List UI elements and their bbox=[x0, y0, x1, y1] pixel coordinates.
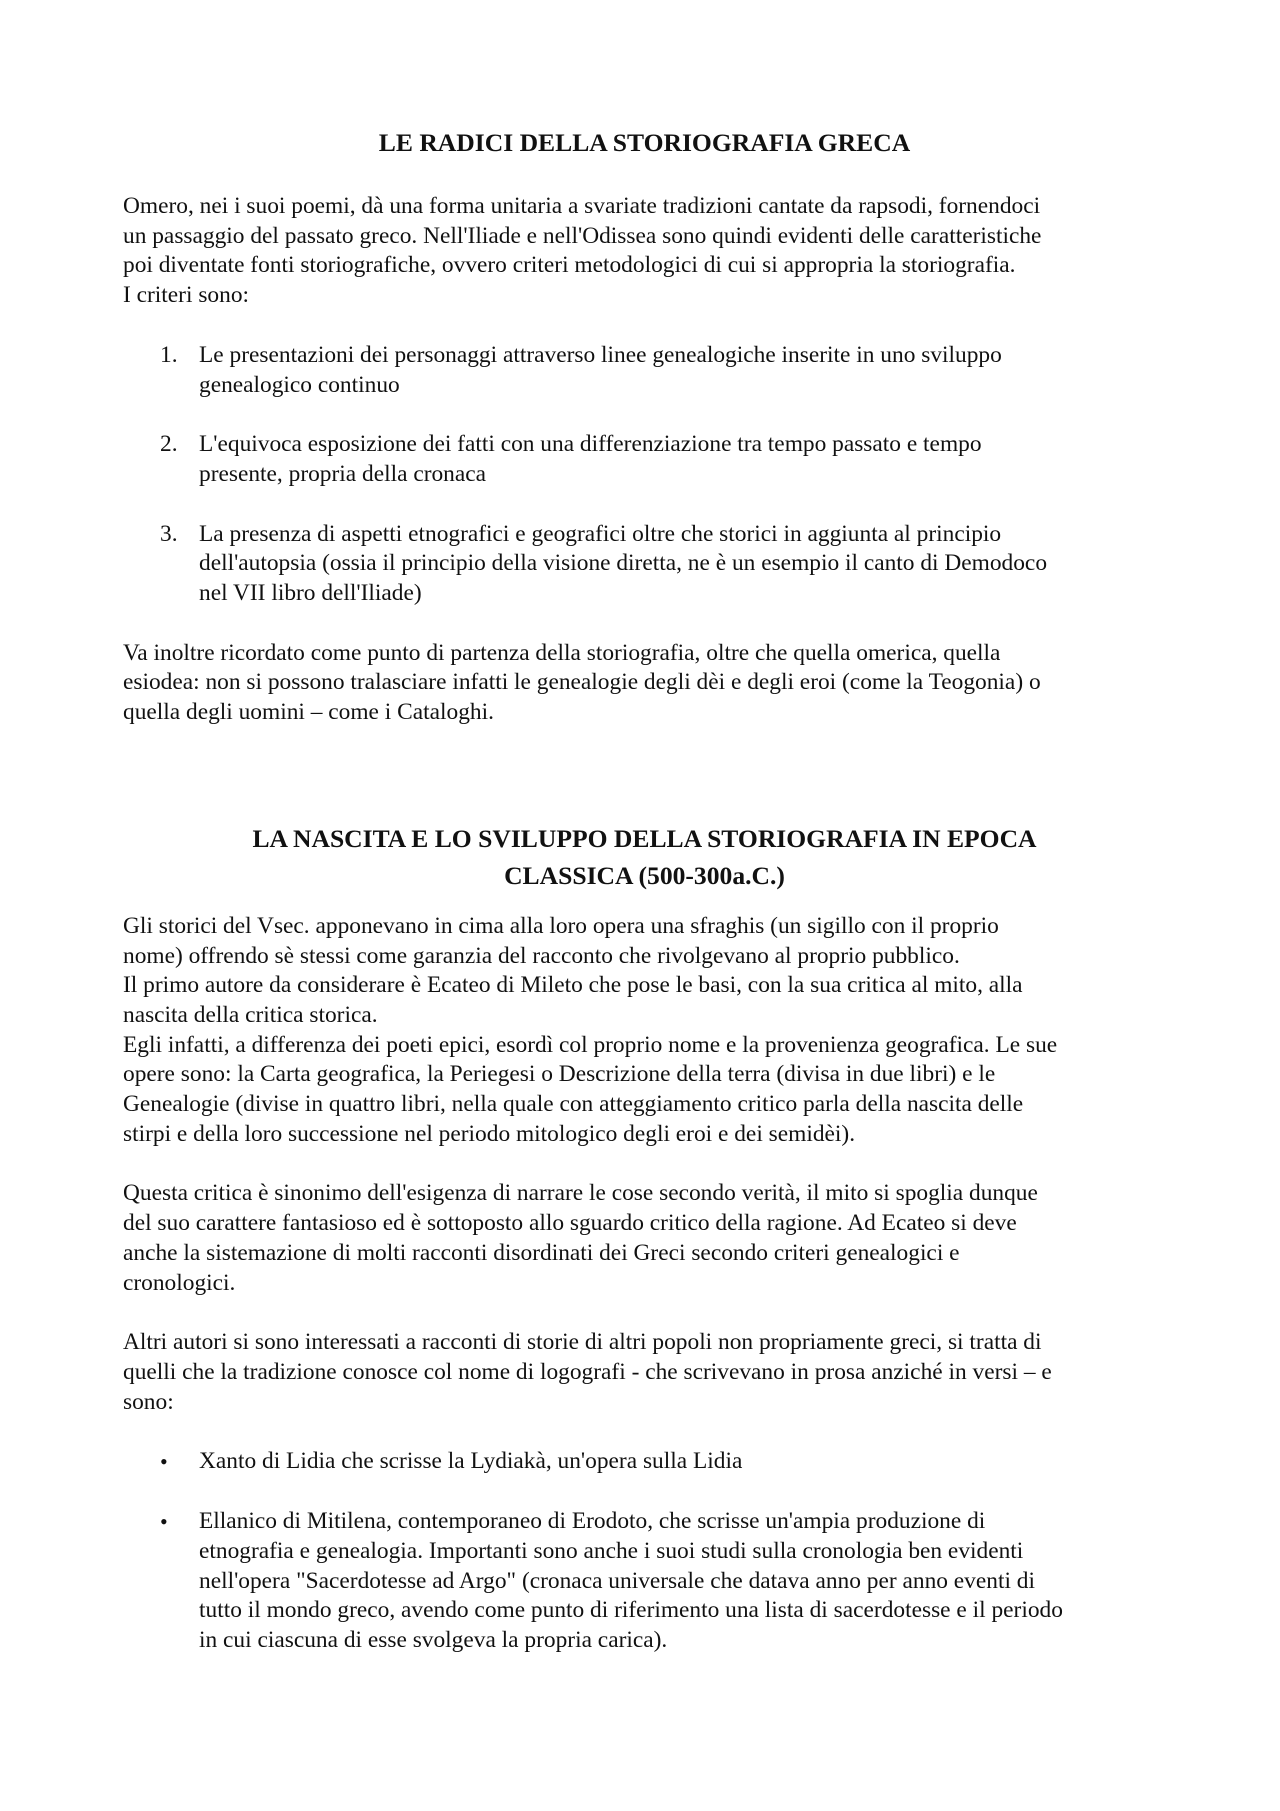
list-number: 1. bbox=[160, 341, 178, 368]
text-line: stirpi e della loro successione nel periodo mitologico degli eroi e dei semidèi). bbox=[123, 1120, 856, 1147]
text-line: Omero, nei i suoi poemi, dà una forma unitaria a svariate tradizioni cantate da rapsodi, fornendoci bbox=[123, 193, 1041, 219]
text-line: nascita della critica storica. bbox=[123, 1001, 378, 1028]
text-line: sono: bbox=[123, 1388, 174, 1415]
text-line: quella degli uomini – come i Cataloghi. bbox=[123, 699, 494, 726]
text-line: nell'opera "Sacerdotesse ad Argo" (cronaca universale che datava anno per anno eventi di bbox=[199, 1567, 1035, 1594]
text-line: L'equivoca esposizione dei fatti con una differenziazione tra tempo passato e tempo bbox=[199, 431, 982, 458]
text-line: Questa critica è sinonimo dell'esigenza di narrare le cose secondo verità, il mito si spoglia dunque bbox=[123, 1180, 1038, 1207]
text-line: poi diventate fonti storiografiche, ovvero criteri metodologici di cui si appropria la storiografia. bbox=[123, 252, 1016, 279]
section-title-nascita bbox=[123, 820, 1164, 894]
text-line: nel VII libro dell'Iliade) bbox=[199, 580, 422, 607]
criteria-list bbox=[123, 341, 1164, 609]
list-number: 2. bbox=[160, 431, 178, 458]
text-line: Il primo autore da considerare è Ecateo di Mileto che pose le basi, con la sua critica al mito, alla bbox=[123, 972, 1023, 999]
text-line: opere sono: la Carta geografica, la Periegesi o Descrizione della terra (divisa in due libri) e le bbox=[123, 1061, 996, 1088]
criteria-item bbox=[123, 430, 1164, 489]
text-line: Gli storici del Vsec. apponevano in cima alla loro opera una sfraghis (un sigillo con il proprio bbox=[123, 912, 999, 939]
intro-paragraph bbox=[123, 192, 1164, 311]
text-line: La presenza di aspetti etnografici e geografici oltre che storici in aggiunta al principio bbox=[199, 520, 1002, 547]
section-title-radici: LE RADICI DELLA STORIOGRAFIA GRECA bbox=[378, 128, 911, 157]
ecateo-paragraph bbox=[123, 912, 1164, 1150]
text-line: anche la sistemazione di molti racconti disordinati dei Greci secondo criteri genealogici e bbox=[123, 1239, 960, 1266]
bullet-icon: • bbox=[160, 1449, 168, 1475]
text-line: genealogico continuo bbox=[199, 371, 400, 398]
title-line: LA NASCITA E LO SVILUPPO DELLA STORIOGRAFIA IN EPOCA bbox=[252, 823, 1037, 853]
bullet-icon: • bbox=[160, 1509, 168, 1535]
text-line: esiodea: non si possono tralasciare infatti le genealogie degli dèi e degli eroi (come la Teogonia) o bbox=[123, 669, 1041, 696]
text-line: presente, propria della cronaca bbox=[199, 460, 487, 487]
text-line: tutto il mondo greco, avendo come punto di riferimento una lista di sacerdotesse e il periodo bbox=[199, 1597, 1063, 1624]
text-line: Le presentazioni dei personaggi attraverso linee genealogiche inserite in uno sviluppo bbox=[199, 341, 1002, 368]
text-line: dell'autopsia (ossia il principio della visione diretta, ne è un esempio il canto di Demodoco bbox=[199, 550, 1048, 577]
criteria-item bbox=[123, 341, 1164, 400]
title-line: CLASSICA (500-300a.C.) bbox=[504, 860, 785, 890]
text-line: Altri autori si sono interessati a racconti di storie di altri popoli non propriamente greci, si tratta di bbox=[123, 1329, 1042, 1356]
text-line: un passaggio del passato greco. Nell'Iliade e nell'Odissea sono quindi evidenti delle caratteristiche bbox=[123, 222, 1042, 249]
logografi-paragraph bbox=[123, 1328, 1164, 1417]
text-line: Ellanico di Mitilena, contemporaneo di Erodoto, che scrisse un'ampia produzione di bbox=[199, 1508, 986, 1535]
text-line: Genealogie (divise in quattro libri, nella quale con atteggiamento critico parla della nascita delle bbox=[123, 1091, 1024, 1118]
text-line: nome) offrendo sè stessi come garanzia del racconto che rivolgevano al proprio pubblico. bbox=[123, 942, 960, 969]
text-line: cronologici. bbox=[123, 1269, 236, 1296]
logografo-item bbox=[123, 1447, 1164, 1477]
critica-paragraph bbox=[123, 1179, 1164, 1298]
text-line: Egli infatti, a differenza dei poeti epici, esordì col proprio nome e la provenienza geografica. Le sue bbox=[123, 1031, 1058, 1058]
logografi-list bbox=[123, 1447, 1164, 1655]
text-line: I criteri sono: bbox=[123, 282, 250, 309]
logografo-item bbox=[123, 1507, 1164, 1656]
text-line: Va inoltre ricordato come punto di partenza della storiografia, oltre che quella omerica, quella bbox=[123, 639, 1001, 666]
text-line: etnografia e genealogia. Importanti sono anche i suoi studi sulla cronologia ben evidenti bbox=[199, 1537, 1024, 1564]
text-line: in cui ciascuna di esse svolgeva la propria carica). bbox=[199, 1626, 668, 1653]
text-line: del suo carattere fantasioso ed è sottoposto allo sguardo critico della ragione. Ad Ecateo si deve bbox=[123, 1210, 1017, 1237]
closing-paragraph bbox=[123, 639, 1164, 728]
text-line: Xanto di Lidia che scrisse la Lydiakà, un'opera sulla Lidia bbox=[199, 1448, 743, 1475]
text-line: quelli che la tradizione conosce col nome di logografi - che scrivevano in prosa anziché in versi – e bbox=[123, 1358, 1052, 1385]
list-number: 3. bbox=[160, 520, 178, 547]
criteria-item bbox=[123, 520, 1164, 609]
